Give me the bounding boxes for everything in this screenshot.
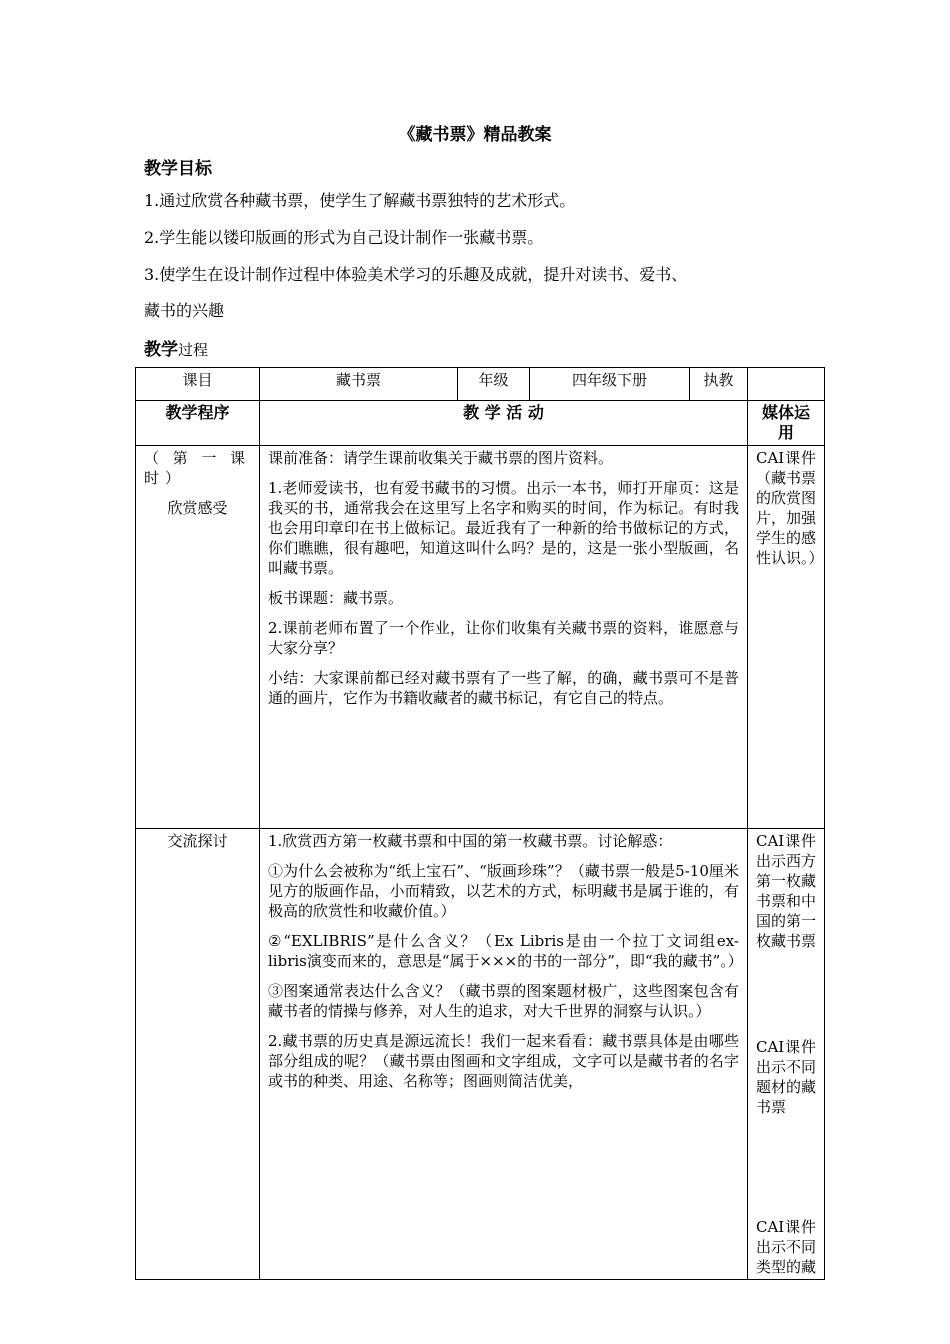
info-row	[136, 368, 825, 401]
media-note: CAI课件（藏书票的欣赏图片，加强学生的感性认识。）	[756, 449, 824, 567]
media-cell-2	[748, 829, 825, 1280]
grade-value: 四年级下册	[530, 368, 690, 401]
process-heading-bold: 教学	[144, 340, 178, 360]
activity-paragraph: 1.欣赏西方第一枚藏书票和中国的第一枚藏书票。讨论解惑：	[268, 832, 673, 850]
activity-paragraph: 2.课前老师布置了一个作业，让你们收集有关藏书票的资料，谁愿意与大家分享？	[268, 619, 739, 657]
activity-paragraph: ②“EXLIBRIS”是什么含义？（Ex Libris是由一个拉丁文词组ex-libris演变而来的，意思是“属于×××的书的一部分”，即“我的藏书”。）	[268, 932, 743, 970]
header-media: 媒体运用	[748, 401, 825, 446]
header-procedure: 教学程序	[136, 401, 260, 446]
header-activity: 教 学 活 动	[260, 401, 748, 446]
activity-paragraph: ①为什么会被称为“纸上宝石”、“版画珍珠”？（藏书票一般是5-10厘米见方的版画作品，小而精致，以艺术的方式，标明藏书是属于谁的，有极高的欣赏性和收藏价值。）	[268, 862, 739, 920]
media-note: CAI课件出示西方第一枚藏书票和中国的第一枚藏书票	[756, 832, 817, 950]
course-label: 课目	[136, 368, 260, 401]
course-value: 藏书票	[260, 368, 458, 401]
activity-paragraph: 1.老师爱读书，也有爱书藏书的习惯。出示一本书，师打开扉页：这是我买的书，通常我会在这里写上名字和购买的时间，作为标记。有时我也会用印章印在书上做标记。最近我有了一种新的给书做标记的方式，你们瞧瞧，很有趣吧，知道这叫什么吗？是的，这是一张小型版画，名叫藏书票。	[268, 479, 739, 577]
procedure-cell-1	[136, 446, 260, 829]
section-row-1	[136, 446, 825, 829]
stage-label-2: 交流探讨	[167, 832, 228, 850]
objective-1: 1.通过欣赏各种藏书票，使学生了解藏书票独特的艺术形式。	[144, 191, 576, 210]
media-note: CAI课件出示不同类型的藏	[756, 1218, 817, 1276]
activity-paragraph: 课前准备：请学生课前收集关于藏书票的图片资料。	[268, 449, 614, 467]
process-heading-rest: 过程	[178, 341, 209, 359]
stage-label-1: 欣赏感受	[167, 499, 228, 517]
lesson-table	[135, 367, 825, 1280]
activity-paragraph: 小结：大家课前都已经对藏书票有了一些了解，的确，藏书票可不是普通的画片，它作为书籍收藏者的藏书标记，有它自己的特点。	[268, 669, 739, 707]
objective-2: 2.学生能以镂印版画的形式为自己设计制作一张藏书票。	[144, 228, 544, 247]
header-row	[136, 401, 825, 446]
lesson-number: （第一课时）	[144, 449, 251, 487]
document-title: 《藏书票》精品教案	[398, 125, 552, 145]
activity-paragraph: 2.藏书票的历史真是源远流长！我们一起来看看：藏书票具体是由哪些部分组成的呢？（藏书票由图画和文字组成，文字可以是藏书者的名字或书的种类、用途、名称等；图画则简洁优美，	[268, 1032, 739, 1090]
grade-label: 年级	[458, 368, 530, 401]
media-cell-1	[748, 446, 825, 829]
teacher-label: 执教	[690, 368, 748, 401]
process-heading	[144, 335, 208, 360]
section-row-2	[136, 829, 825, 1280]
procedure-cell-2	[136, 829, 260, 1280]
objectives-heading: 教学目标	[144, 159, 212, 179]
activity-cell-2	[260, 829, 748, 1280]
activity-paragraph: 板书课题：藏书票。	[268, 589, 404, 607]
activity-paragraph: ③图案通常表达什么含义？（藏书票的图案题材极广，这些图案包含有藏书者的情操与修养，对人生的追求，对大千世界的洞察与认识。）	[268, 982, 739, 1020]
teacher-value	[748, 368, 825, 401]
objective-3: 3.使学生在设计制作过程中体验美术学习的乐趣及成就，提升对读书、爱书、	[144, 265, 688, 284]
media-note: CAI课件出示不同题材的藏书票	[756, 1038, 817, 1116]
activity-cell-1	[260, 446, 748, 829]
objective-3-continued: 藏书的兴趣	[144, 301, 225, 320]
